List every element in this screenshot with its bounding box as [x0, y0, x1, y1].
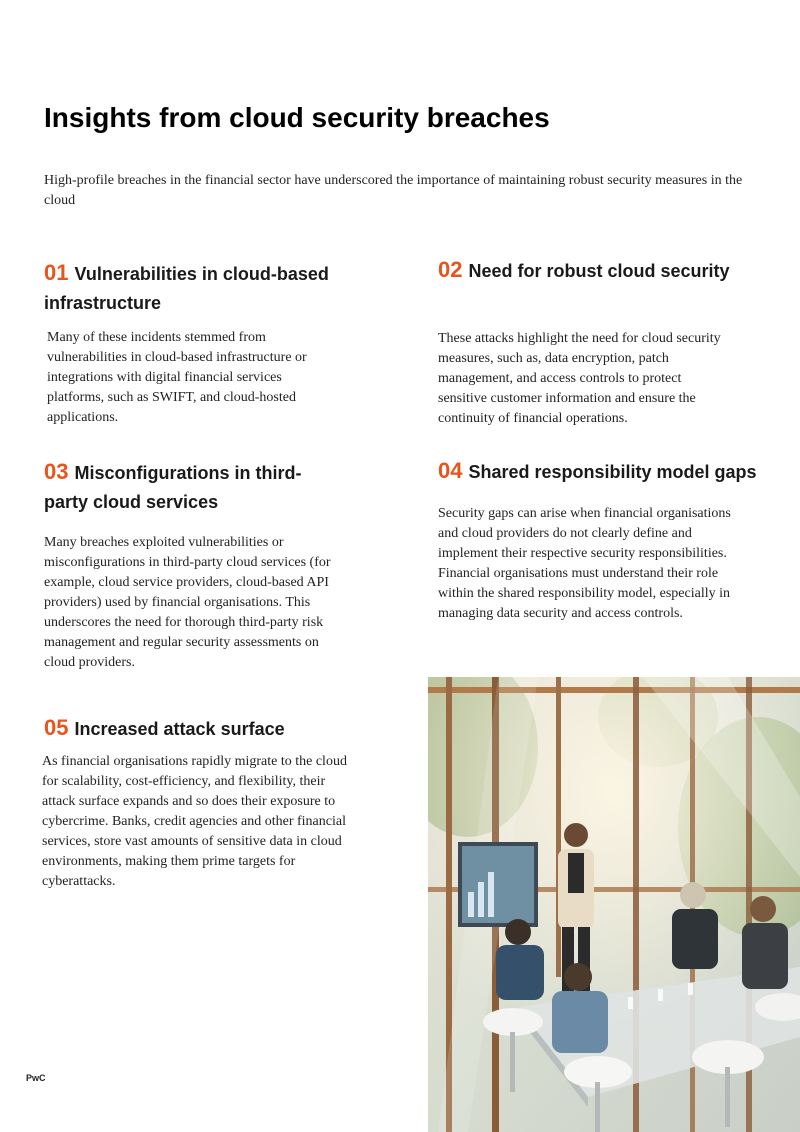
- section-heading: [438, 456, 758, 487]
- section-number: 04: [438, 458, 463, 483]
- section-number: 03: [44, 459, 69, 484]
- section-body: Security gaps can arise when financial organisations and cloud providers do not clearly define and implement their respective security responsibilities. Financial organisations must understand their role within the shared responsibility model, especially in managing data security and access controls.: [438, 506, 731, 621]
- section-title: Shared responsibility model gaps: [468, 462, 757, 482]
- section-title: Vulnerabilities in cloud-based infrastructure: [44, 264, 329, 313]
- intro-text: High-profile breaches in the financial sector have underscored the importance of maintaining robust security measures in the cloud: [44, 173, 743, 208]
- section-body: Many breaches exploited vulnerabilities or misconfigurations in third-party cloud services (for example, cloud service providers, cloud-based API providers) used by financial organisations. This underscores the need for thorough third-party risk management and regular security assessments on cloud providers.: [44, 535, 331, 670]
- page-title: Insights from cloud security breaches: [44, 102, 550, 133]
- section-05: [44, 713, 364, 892]
- section-heading: [438, 255, 778, 286]
- section-02: [438, 255, 778, 429]
- section-body: These attacks highlight the need for cloud security measures, such as, data encryption, patch management, and access controls to protect sensitive customer information and ensure the continuity of financial operations.: [438, 331, 721, 426]
- section-body: Many of these incidents stemmed from vulnerabilities in cloud-based infrastructure or integrations with digital financial services platforms, such as SWIFT, and cloud-hosted applications.: [47, 330, 307, 425]
- section-number: 01: [44, 260, 69, 285]
- footer-brand: PwC: [26, 1073, 46, 1083]
- section-heading: [44, 713, 364, 744]
- section-heading: [44, 457, 344, 517]
- section-03: [44, 457, 344, 673]
- section-04: [438, 456, 758, 624]
- section-number: 05: [44, 715, 69, 740]
- section-heading: [44, 258, 354, 318]
- section-title: Misconfigurations in third-party cloud services: [44, 463, 302, 512]
- section-01: [44, 258, 354, 428]
- section-title: Need for robust cloud security: [468, 261, 730, 281]
- office-meeting-photo: [428, 677, 800, 1132]
- section-title: Increased attack surface: [74, 719, 285, 739]
- photo-illustration: [428, 677, 800, 1132]
- section-number: 02: [438, 257, 463, 282]
- section-body: As financial organisations rapidly migrate to the cloud for scalability, cost-efficiency, and flexibility, their attack surface expands and so does their exposure to cybercrime. Banks, credit agencies and other financial services, store vast amounts of sensitive data in cloud environments, making them prime targets for cyberattacks.: [42, 754, 347, 889]
